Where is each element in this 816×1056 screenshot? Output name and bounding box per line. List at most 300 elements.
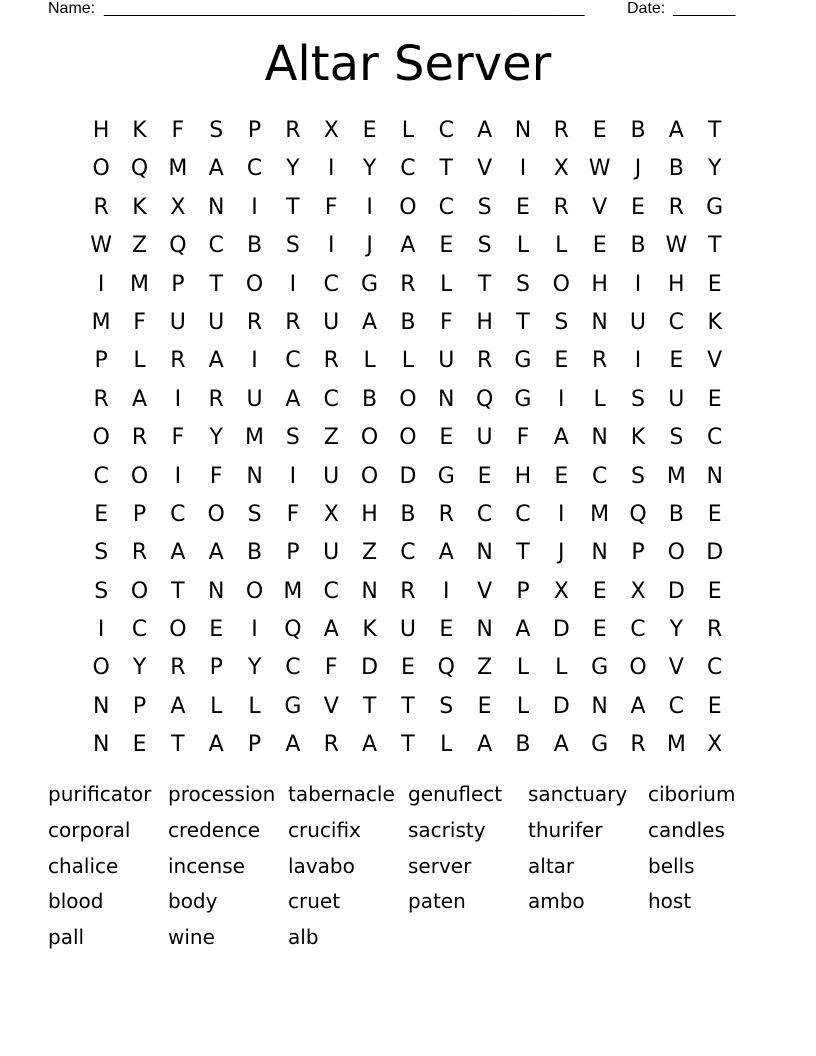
grid-letter: M (666, 732, 686, 758)
grid-letter: Q (284, 617, 302, 643)
grid-letter: I (251, 348, 258, 374)
grid-letter: K (707, 309, 722, 335)
grid-letter: T (401, 693, 415, 719)
grid-letter: E (592, 233, 607, 259)
grid-letter: U (323, 309, 340, 335)
grid-letter: C (668, 693, 685, 719)
grid-letter: T (362, 693, 377, 719)
grid-letter: E (554, 348, 569, 374)
grid-letter: Z (362, 540, 378, 566)
word-bank-item: server (408, 853, 472, 878)
grid-letter: O (399, 425, 417, 451)
grid-letter: S (669, 425, 684, 451)
grid-letter: O (92, 655, 110, 681)
grid-letter: A (170, 693, 186, 719)
grid-letter: I (443, 578, 450, 604)
grid-letter: I (327, 233, 335, 259)
name-blank: ______________________________________________________ (104, 0, 585, 17)
word-bank-item: purificator (48, 782, 152, 806)
grid-letter: I (174, 463, 182, 489)
grid-letter: U (169, 309, 186, 335)
grid-letter: Y (669, 617, 684, 643)
grid-letter: U (476, 425, 493, 451)
word-bank-item: cruet (288, 889, 341, 914)
grid-letter: I (634, 271, 642, 297)
word-bank-item: ambo (528, 889, 585, 914)
grid-row (82, 649, 734, 687)
grid-letter: B (400, 309, 416, 335)
grid-letter: E (439, 233, 454, 259)
grid-letter: O (629, 655, 647, 681)
grid-letter: D (361, 655, 379, 681)
grid-letter: S (631, 463, 645, 489)
grid-letter: H (92, 118, 110, 143)
word-bank-item: genuflect (408, 782, 503, 806)
grid-letter: N (207, 194, 225, 220)
grid-letter: B (668, 501, 684, 527)
word-bank-item: altar (528, 853, 575, 878)
grid-row (82, 419, 734, 457)
grid-letter: J (366, 233, 373, 259)
grid-letter: E (707, 693, 722, 719)
grid-letter: T (171, 578, 185, 604)
grid-letter: P (247, 732, 262, 758)
grid-letter: P (247, 118, 262, 143)
grid-letter: E (362, 118, 377, 143)
grid-letter: T (707, 118, 722, 143)
grid-letter: X (630, 578, 646, 604)
grid-row (82, 611, 734, 649)
grid-letter: L (593, 386, 606, 412)
grid-letter: L (133, 348, 146, 374)
grid-letter: B (515, 732, 531, 758)
grid-letter: A (208, 540, 224, 566)
grid-letter: I (97, 617, 105, 643)
grid-letter: O (360, 425, 379, 451)
grid-row (82, 112, 734, 150)
grid-letter: U (668, 386, 685, 412)
grid-letter: R (93, 386, 109, 412)
grid-letter: P (171, 271, 185, 297)
page-title: Altar Server (264, 36, 552, 92)
grid-letter: O (360, 463, 379, 489)
grid-letter: C (706, 425, 723, 451)
grid-letter: O (130, 463, 149, 489)
grid-letter: P (286, 540, 300, 566)
grid-letter: C (515, 501, 531, 527)
grid-letter: E (592, 578, 607, 604)
grid-letter: Q (130, 156, 149, 182)
grid-letter: R (553, 118, 569, 143)
grid-letter: Y (362, 156, 377, 182)
grid-letter: N (591, 693, 608, 719)
grid-letter: P (631, 540, 645, 566)
grid-row (82, 688, 734, 726)
grid-letter: S (285, 233, 300, 259)
grid-letter: E (477, 693, 492, 719)
grid-letter: U (208, 309, 225, 335)
grid-letter: N (591, 540, 608, 566)
grid-letter: S (515, 271, 530, 297)
grid-row (82, 496, 734, 534)
grid-letter: R (400, 578, 416, 604)
grid-letter: L (248, 693, 261, 719)
word-bank-item: alb (288, 925, 319, 950)
grid-letter: E (707, 501, 722, 527)
word-bank-item: wine (168, 925, 215, 950)
grid-letter: U (246, 386, 263, 412)
date-blank: _______ (673, 0, 736, 17)
grid-letter: H (476, 309, 493, 335)
word-bank-item: tabernacle (288, 782, 395, 806)
grid-letter: K (132, 118, 147, 143)
grid-letter: L (555, 233, 568, 259)
grid-letter: G (284, 693, 302, 719)
grid-letter: F (439, 309, 453, 335)
grid-letter: W (90, 233, 113, 259)
grid-letter: P (209, 655, 223, 681)
grid-letter: L (555, 655, 568, 681)
grid-letter: B (362, 386, 378, 412)
grid-letter: E (94, 501, 109, 527)
grid-letter: T (439, 156, 453, 182)
grid-row (82, 381, 734, 419)
grid-letter: U (629, 309, 647, 335)
grid-letter: C (323, 386, 339, 412)
grid-row (82, 534, 734, 572)
grid-letter: R (131, 425, 148, 451)
grid-letter: Z (477, 655, 493, 681)
grid-letter: M (666, 463, 686, 489)
grid-letter: O (552, 271, 570, 297)
grid-letter: L (401, 348, 415, 374)
grid-letter: R (553, 194, 569, 220)
grid-letter: E (631, 194, 645, 220)
grid-row (82, 304, 734, 342)
grid-letter: C (246, 156, 263, 182)
grid-letter: R (400, 271, 416, 297)
grid-letter: E (400, 655, 415, 681)
grid-row (82, 342, 734, 380)
grid-letter: R (285, 118, 301, 143)
grid-row (82, 573, 734, 611)
grid-letter: S (631, 386, 645, 412)
grid-letter: S (477, 194, 492, 220)
word-bank-item: pall (48, 925, 85, 950)
grid-letter: F (133, 309, 146, 335)
grid-letter: M (590, 501, 610, 527)
grid-letter: C (438, 118, 454, 143)
grid-letter: I (289, 463, 297, 489)
grid-letter: L (516, 693, 530, 719)
grid-letter: C (630, 617, 646, 643)
grid-letter: C (323, 578, 339, 604)
word-bank-item: corporal (48, 817, 131, 842)
grid-letter: N (207, 578, 225, 604)
grid-letter: F (324, 655, 338, 681)
grid-letter: X (553, 156, 569, 182)
grid-letter: O (207, 501, 225, 527)
word-bank-item: sacristy (408, 817, 486, 842)
grid-letter: C (285, 348, 301, 374)
grid-letter: A (285, 732, 301, 758)
grid-letter: R (668, 194, 684, 220)
word-bank-item: body (168, 889, 218, 914)
grid-letter: I (174, 386, 182, 412)
grid-letter: N (514, 118, 532, 143)
grid-letter: B (630, 118, 646, 143)
grid-letter: R (170, 655, 186, 681)
grid-letter: C (400, 156, 416, 182)
grid-letter: I (366, 194, 373, 220)
grid-letter: D (399, 463, 417, 489)
grid-letter: C (131, 617, 148, 643)
grid-letter: A (553, 732, 569, 758)
grid-letter: D (706, 540, 724, 566)
grid-letter: V (477, 156, 493, 182)
grid-letter: F (209, 463, 223, 489)
grid-letter: W (588, 156, 611, 182)
grid-letter: U (323, 540, 340, 566)
grid-letter: C (668, 309, 685, 335)
grid-letter: C (170, 501, 186, 527)
grid-letter: N (591, 309, 608, 335)
grid-letter: Y (286, 156, 300, 182)
word-bank-item: host (648, 889, 692, 914)
grid-letter: L (440, 732, 453, 758)
grid-letter: X (323, 501, 339, 527)
grid-letter: M (91, 309, 111, 335)
grid-letter: G (437, 463, 455, 489)
grid-letter: T (477, 271, 492, 297)
grid-letter: L (516, 655, 530, 681)
grid-letter: N (476, 540, 493, 566)
grid-letter: Q (169, 233, 187, 259)
grid-letter: S (94, 540, 109, 566)
grid-letter: C (93, 463, 109, 489)
grid-letter: G (514, 386, 532, 412)
grid-letter: T (516, 309, 530, 335)
grid-letter: R (630, 732, 646, 758)
grid-letter: R (246, 309, 263, 335)
grid-letter: A (208, 348, 224, 374)
grid-letter: D (552, 693, 570, 719)
grid-letter: R (93, 194, 109, 220)
grid-letter: R (131, 540, 148, 566)
word-bank-item: lavabo (288, 853, 355, 878)
grid-letter: E (592, 617, 607, 643)
grid-letter: F (171, 425, 185, 451)
grid-letter: E (477, 463, 492, 489)
grid-letter: R (591, 348, 608, 374)
grid-letter: B (247, 540, 263, 566)
grid-letter: U (323, 463, 340, 489)
grid-letter: R (323, 348, 339, 374)
grid-letter: A (630, 693, 646, 719)
grid-letter: E (209, 617, 224, 643)
grid-letter: S (554, 309, 569, 335)
grid-letter: G (361, 271, 379, 297)
word-bank-item: ciborium (648, 782, 736, 806)
grid-letter: G (706, 194, 724, 220)
grid-letter: C (706, 655, 723, 681)
grid-letter: I (251, 194, 258, 220)
grid-letter: C (400, 540, 416, 566)
grid-letter: Y (247, 655, 262, 681)
grid-letter: C (208, 233, 224, 259)
grid-letter: E (669, 348, 684, 374)
grid-letter: P (132, 693, 147, 719)
grid-letter: Z (131, 233, 148, 259)
grid-row (82, 227, 734, 265)
grid-row (82, 458, 734, 496)
grid-letter: X (707, 732, 723, 758)
grid-letter: O (399, 386, 417, 412)
grid-letter: R (323, 732, 339, 758)
grid-letter: Y (209, 425, 223, 451)
grid-letter: A (438, 540, 454, 566)
grid-letter: S (477, 233, 492, 259)
grid-letter: V (323, 693, 339, 719)
date-label: Date: (627, 0, 666, 17)
grid-letter: E (707, 386, 722, 412)
grid-letter: E (516, 194, 530, 220)
grid-letter: A (515, 617, 531, 643)
grid-letter: C (438, 194, 454, 220)
grid-letter: E (707, 271, 722, 297)
grid-letter: X (323, 118, 339, 143)
grid-letter: H (668, 271, 685, 297)
grid-letter: F (171, 118, 185, 143)
grid-letter: A (362, 309, 378, 335)
grid-letter: Q (629, 501, 647, 527)
grid-letter: N (438, 386, 455, 412)
grid-letter: O (245, 578, 264, 604)
grid-letter: S (285, 425, 300, 451)
grid-letter: H (361, 501, 378, 527)
grid-letter: Y (707, 156, 722, 182)
grid-letter: Q (437, 655, 455, 681)
grid-letter: F (516, 425, 530, 451)
grid-letter: O (92, 425, 110, 451)
name-label: Name: (48, 0, 96, 17)
grid-letter: L (516, 233, 530, 259)
grid-letter: A (553, 425, 569, 451)
grid-row (82, 726, 734, 764)
word-bank-item: procession (168, 782, 276, 806)
word-bank-item: candles (648, 817, 725, 842)
grid-letter: C (285, 655, 301, 681)
grid-letter: T (707, 233, 722, 259)
grid-letter: I (327, 156, 335, 182)
grid-letter: G (591, 732, 609, 758)
grid-letter: E (554, 463, 569, 489)
grid-letter: I (289, 271, 297, 297)
grid-letter: T (209, 271, 223, 297)
word-bank-item: paten (408, 889, 466, 914)
grid-letter: I (97, 271, 105, 297)
grid-letter: J (558, 540, 565, 566)
grid-row (82, 266, 734, 304)
grid-letter: K (132, 194, 147, 220)
header-line (48, 0, 748, 20)
grid-letter: M (130, 271, 149, 297)
grid-letter: H (514, 463, 532, 489)
grid-letter: A (362, 732, 378, 758)
grid-letter: O (169, 617, 187, 643)
grid-letter: O (667, 540, 685, 566)
grid-letter: D (667, 578, 685, 604)
grid-letter: K (362, 617, 377, 643)
grid-letter: A (131, 386, 148, 412)
grid-letter: E (439, 617, 454, 643)
word-bank (48, 778, 768, 957)
grid-letter: D (552, 617, 570, 643)
grid-letter: B (630, 233, 646, 259)
grid-letter: P (132, 501, 147, 527)
word-bank-item: bells (648, 853, 695, 878)
grid-letter: I (634, 348, 642, 374)
word-bank-item: credence (168, 817, 261, 842)
grid-letter: P (94, 348, 108, 374)
grid-letter: O (399, 194, 417, 220)
grid-letter: L (210, 693, 223, 719)
grid-letter: S (209, 118, 224, 143)
grid-letter: M (283, 578, 303, 604)
grid-letter: N (92, 732, 110, 758)
grid-letter: O (130, 578, 149, 604)
grid-letter: L (401, 118, 415, 143)
grid-row (82, 150, 734, 188)
grid-letter: C (591, 463, 608, 489)
grid-letter: T (401, 732, 415, 758)
grid-letter: B (668, 156, 684, 182)
word-bank-item: thurifer (528, 817, 603, 842)
grid-letter: Y (132, 655, 147, 681)
grid-letter: L (363, 348, 376, 374)
grid-letter: I (558, 501, 565, 527)
grid-letter: N (706, 463, 723, 489)
word-bank-item: sanctuary (528, 782, 628, 806)
grid-letter: W (665, 233, 688, 259)
grid-letter: Q (475, 386, 494, 412)
grid-letter: N (92, 693, 110, 719)
grid-letter: E (439, 425, 454, 451)
grid-letter: O (92, 156, 110, 182)
grid-letter: I (558, 386, 565, 412)
grid-letter: C (323, 271, 339, 297)
grid-letter: B (247, 233, 263, 259)
word-bank-item: incense (168, 853, 245, 878)
grid-letter: F (286, 501, 300, 527)
grid-letter: P (516, 578, 530, 604)
grid-letter: T (171, 732, 185, 758)
grid-letter: G (591, 655, 609, 681)
grid-letter: C (476, 501, 493, 527)
grid-letter: A (285, 386, 301, 412)
grid-letter: G (514, 348, 532, 374)
grid-letter: F (324, 194, 338, 220)
grid-letter: V (707, 348, 723, 374)
grid-letter: R (476, 348, 493, 374)
grid-letter: I (519, 156, 527, 182)
grid-letter: A (668, 118, 684, 143)
grid-letter: X (170, 194, 186, 220)
grid-letter: L (440, 271, 453, 297)
grid-letter: T (286, 194, 300, 220)
grid-letter: O (245, 271, 264, 297)
word-search-grid (82, 112, 734, 765)
